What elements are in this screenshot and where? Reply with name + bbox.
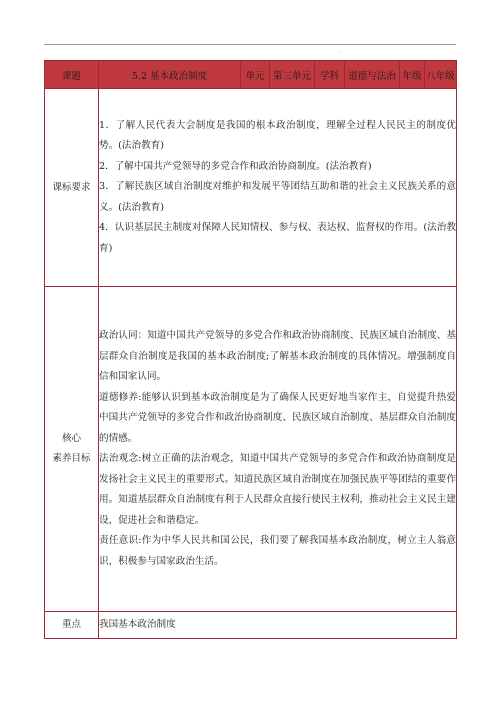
core-literacy-label	[45, 287, 99, 612]
standard-item: 4．认识基层民主制度对保障人民知情权、参与权、表达权、监督权的作用。(法治教育)	[99, 222, 456, 254]
core-label-line2: 素养目标	[52, 453, 91, 464]
header-row	[45, 61, 457, 89]
key-points-text: 我国基本政治制度	[99, 618, 176, 630]
standard-item: 2．了解中国共产党领导的多党合作和政治协商制度。(法治教育)	[99, 160, 372, 172]
course-value: 5.2 基本政治制度	[99, 61, 241, 89]
subject-label: 学科	[315, 61, 345, 89]
key-points-row	[45, 612, 457, 639]
core-item: 政治认同：知道中国共产党领导的多党合作和政治协商制度、民族区域自治制度、基层群众自治制度是我国的基本政治制度;了解基本政治制度的具体情况。增强制度自信和国家认同。	[99, 330, 456, 382]
course-label: 课题	[45, 61, 99, 89]
unit-value: 第三单元	[270, 61, 315, 89]
standard-item: 1．了解人民代表大会制度是我国的根本政治制度，理解全过程人民民主的制度优势。(法治教育)	[99, 119, 456, 152]
standards-row	[45, 89, 457, 287]
standard-item: 3．了解民族区域自治制度对维护和发展平等团结互助和谐的社会主义民族关系的意义。(法治教育)	[99, 181, 456, 213]
grade-value: 八年级	[425, 61, 457, 89]
standards-content	[99, 89, 457, 287]
core-label-line1: 核心	[61, 433, 81, 444]
core-item: 法治观念:树立正确的法治观念，知道中国共产党领导的多党合作和政治协商制度是发扬社会主义民主的重要形式。知道民族区域自治制度在加强民族平等团结的重要作用。知道基层群众自治制度有利于人民群众直接行使民主权利，推动社会主义民主建设，促进社会和谐稳定。	[99, 453, 456, 526]
unit-label: 单元	[241, 61, 270, 89]
core-literacy-row	[45, 287, 457, 612]
core-item: 责任意识:作为中华人民共和国公民，我们要了解我国基本政治制度，树立主人翁意识，积极参与国家政治生活。	[99, 535, 456, 567]
lesson-plan-table	[44, 60, 457, 639]
key-points-label: 重点	[45, 612, 99, 639]
core-item: 道德修养:能够认识到基本政治制度是为了确保人民更好地当家作主，自觉提升热爱中国共产党领导的多党合作和政治协商制度、民族区域自治制度、基层群众自治制度的情感。	[99, 391, 456, 444]
subject-value: 道德与法治	[345, 61, 400, 89]
header-dot: ·	[340, 49, 342, 56]
grade-label: 年级	[400, 61, 425, 89]
core-literacy-content	[99, 287, 457, 612]
key-points-value	[99, 612, 457, 639]
standards-label: 课标要求	[45, 89, 99, 287]
header-rule	[44, 44, 456, 45]
